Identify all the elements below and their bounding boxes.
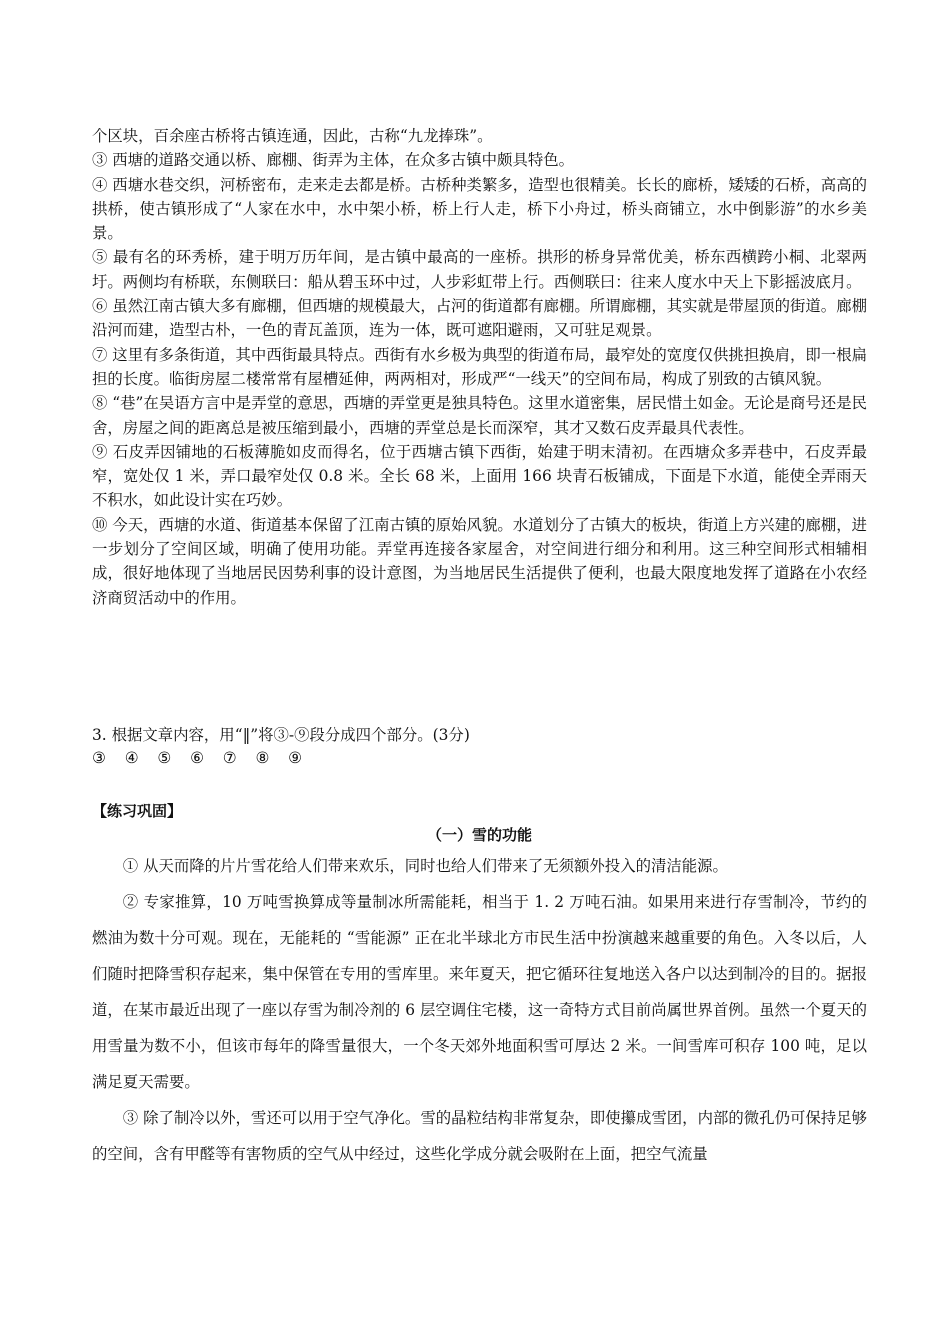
paragraph: ⑧ “巷”在吴语方言中是弄堂的意思，西塘的弄堂更是独具特色。这里水道密集，居民惜土如金。无论是商号还是民舍，房屋之间的距离总是被压缩到最小，西塘的弄堂总是长而深窄，其才又数石皮弄最具代表性。 bbox=[92, 394, 867, 437]
paragraph: ② 专家推算，10 万吨雪换算成等量制冰所需能耗，相当于 1. 2 万吨石油。如果用来进行存雪制冷，节约的燃油为数十分可观。现在，无能耗的 “雪能源” 正在北半球北方市民生活中扮演越来越重要的角色。入冬以后，人们随时把降雪积存起来，集中保管在专用的雪库里。来年夏天，把它循环往复地送入各户以达到制冷的目的。据报道，在某市最近出现了一座以存雪为制冷剂的 6 层空调住宅楼，这一奇特方式目前尚属世界首例。虽然一个夏天的用雪量为数不小，但该市每年的降雪量很大，一个冬天郊外地面积雪可厚达 2 米。一间雪库可积存 100 吨，足以满足夏天需要。 bbox=[92, 893, 867, 1091]
passage-snow bbox=[92, 848, 867, 1172]
paragraph: 个区块，百余座古桥将古镇连通，因此，古称“九龙捧珠”。 bbox=[92, 127, 493, 145]
paragraph: ① 从天而降的片片雪花给人们带来欢乐，同时也给人们带来了无须额外投入的清洁能源。 bbox=[122, 857, 728, 875]
question-3 bbox=[92, 724, 867, 770]
section-heading: 【练习巩固】 bbox=[92, 802, 183, 820]
paragraph: ③ 除了制冷以外，雪还可以用于空气净化。雪的晶粒结构非常复杂，即使攥成雪团，内部的微孔仍可保持足够的空间，含有甲醛等有害物质的空气从中经过，这些化学成分就会吸附在上面，把空气流量 bbox=[92, 1109, 867, 1163]
question-paragraph-numbers: ③ ④ ⑤ ⑥ ⑦ ⑧ ⑨ bbox=[92, 749, 302, 767]
article-title: （一）雪的功能 bbox=[426, 826, 532, 844]
paragraph: ⑤ 最有名的环秀桥，建于明万历年间，是古镇中最高的一座桥。拱形的桥身异常优美，桥东西横跨小桐、北翠两圩。两侧均有桥联，东侧联曰：船从碧玉环中过，人步彩虹带上行。西侧联曰：往来人度水中天上下影摇波底月。 bbox=[92, 248, 867, 291]
paragraph: ③ 西塘的道路交通以桥、廊棚、街弄为主体，在众多古镇中颇具特色。 bbox=[92, 151, 575, 170]
paragraph: ④ 西塘水巷交织，河桥密布，走来走去都是桥。古桥种类繁多，造型也很精美。长长的廊桥，矮矮的石桥，高高的拱桥，使古镇形成了“人家在水中，水中架小桥，桥上行人走，桥下小舟过，桥头商铺立，水中倒影游”的水乡美景。 bbox=[92, 175, 867, 243]
passage-xitang bbox=[92, 124, 867, 610]
paragraph: ⑦ 这里有多条街道，其中西街最具特点。西街有水乡极为典型的街道布局，最窄处的宽度仅供挑担换肩，即一根扁担的长度。临街房屋二楼常常有屋槽延伸，两两相对，形成严“一线天”的空间布局，构成了别致的古镇风貌。 bbox=[92, 345, 867, 388]
paragraph: ⑨ 石皮弄因铺地的石板薄脆如皮而得名，位于西塘古镇下西街，始建于明末清初。在西塘众多弄巷中，石皮弄最窄，宽处仅 1 米，弄口最窄处仅 0.8 米。全长 68 米，上面用 166 块青石板铺成，下面是下水道，能使全弄雨天不积水，如此设计实在巧妙。 bbox=[92, 442, 867, 510]
paragraph: ⑥ 虽然江南古镇大多有廊棚，但西塘的规模最大，占河的街道都有廊棚。所谓廊棚，其实就是带屋顶的街道。廊棚沿河而建，造型古朴，一色的青瓦盖顶，连为一体，既可遮阳避雨，又可驻足观景。 bbox=[92, 297, 867, 340]
question-text: 3. 根据文章内容，用“‖”将③-⑨段分成四个部分。(3分) bbox=[92, 726, 470, 744]
paragraph: ⑩ 今天，西塘的水道、街道基本保留了江南古镇的原始风貌。水道划分了古镇大的板块，街道上方兴建的廊棚，进一步划分了空间区域，明确了使用功能。弄堂再连接各家屋舍，对空间进行细分和利用。这三种空间形式相辅相成，很好地体现了当地居民因势利事的设计意图，为当地居民生活提供了便利，也最大限度地发挥了道路在小农经济商贸活动中的作用。 bbox=[92, 515, 867, 607]
